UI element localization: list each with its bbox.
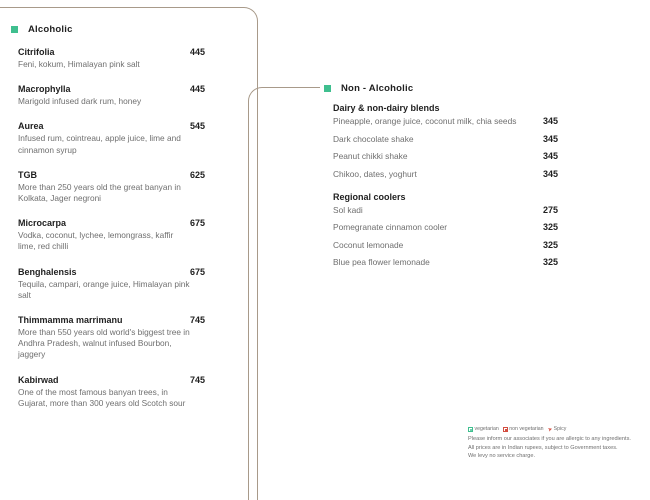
non-alcoholic-column [310,0,650,500]
menu-row-label: Pineapple, orange juice, coconut milk, chia seeds [333,116,517,126]
menu-item-name: Benghalensis [18,266,77,277]
menu-item-name: TGB [18,169,37,180]
alcoholic-column [0,0,240,500]
menu-item-description: One of the most famous banyan trees, in Gujarat, more than 300 years old Scotch sour [18,386,186,408]
menu-item-row [18,217,233,229]
menu-item-description: More than 550 years old world's biggest tree in Andhra Pradesh, walnut infused Bourbon, jaggery [18,327,190,360]
section-title-non-alcoholic: Non - Alcoholic [341,83,414,94]
menu-item-name: Macrophylla [18,84,71,95]
menu-item-description: Marigold infused dark rum, honey [18,96,142,107]
vegetarian-icon [468,427,473,432]
menu-group [333,192,558,269]
menu-item-name: Aurea [18,121,44,132]
section-title-alcoholic: Alcoholic [28,24,73,35]
menu-item[interactable] [18,46,233,70]
menu-item-price: 745 [190,315,206,326]
border-vertical-inner [248,106,249,500]
border-top-right-corner [238,7,258,27]
menu-item-description: Infused rum, cointreau, apple juice, lime and cinnamon syrup [18,133,181,155]
menu-row[interactable] [333,133,558,145]
menu-item-name: Kabirwad [18,374,59,385]
menu-row-price: 325 [542,239,558,250]
chilli-icon: ➤ [546,425,554,434]
footer-note-service-charge: We levy no service charge. [468,453,536,460]
border-mid-left-corner [248,87,268,107]
menu-row-price: 325 [542,257,558,267]
menu-item-price: 675 [190,266,206,277]
menu-item-name: Thimmamma marrimanu [18,315,123,326]
menu-row[interactable] [333,150,558,162]
section-header-alcoholic [11,24,73,35]
menu-item[interactable] [18,169,233,204]
menu-item-row [18,120,233,132]
menu-item-price: 675 [190,218,206,229]
menu-item[interactable] [18,217,233,252]
veg-marker-icon [324,85,331,92]
menu-row-label: Sol kadi [333,204,363,215]
menu-item-name: Microcarpa [18,218,67,229]
menu-item-row [18,83,233,95]
menu-row-price: 345 [542,151,558,161]
menu-row[interactable] [333,256,558,268]
menu-row-label: Chikoo, dates, yoghurt [333,168,417,179]
veg-marker-icon [11,26,18,33]
menu-item[interactable] [18,314,233,361]
dietary-legend [468,426,648,433]
menu-item-row [18,169,233,181]
section-header-non-alcoholic [324,83,413,94]
footer [468,426,648,461]
menu-row[interactable] [333,115,558,127]
menu-item-row [18,314,233,326]
menu-item-row [18,46,233,58]
menu-row-price: 345 [542,116,558,126]
menu-row-label: Pomegranate cinnamon cooler [333,222,448,232]
legend-vegetarian [468,426,499,433]
menu-item-description: Vodka, coconut, lychee, lemongrass, kaffir lime, red chilli [18,230,174,252]
menu-item-row [18,374,233,386]
menu-row-label: Dark chocolate shake [333,133,414,144]
legend-non-vegetarian [503,426,544,433]
legend-spicy [548,426,567,433]
menu-item-price: 745 [190,374,206,385]
menu-item[interactable] [18,374,233,409]
menu-row-price: 275 [542,204,558,215]
non-alcoholic-group-list [333,103,558,280]
menu-item-description: Feni, kokum, Himalayan pink salt [18,59,140,69]
menu-item-name: Citrifolia [18,47,55,57]
menu-item-description: Tequila, campari, orange juice, Himalayan pink salt [18,278,190,300]
menu-row-price: 345 [542,133,558,144]
footer-note-allergy: Please inform our associates if you are allergic to any ingredients. [468,436,631,442]
menu-item-row [18,266,233,278]
menu-group-title: Dairy & non-dairy blends [333,103,440,113]
legend-vegetarian-label: vegetarian [474,426,499,432]
non-vegetarian-icon [503,427,508,432]
footer-note-prices: All prices are in Indian rupees, subject to Government taxes. [468,444,618,451]
menu-item[interactable] [18,266,233,301]
menu-group [333,103,558,180]
alcoholic-item-list [18,46,233,422]
menu-row[interactable] [333,239,558,251]
menu-row-price: 345 [542,168,558,179]
menu-item-price: 545 [190,121,206,132]
menu-row-price: 325 [542,222,558,232]
menu-item-price: 445 [190,84,206,95]
menu-row-label: Coconut lemonade [333,239,404,250]
menu-item-description: More than 250 years old the great banyan in Kolkata, Jager negroni [18,181,181,204]
border-vertical-outer [257,26,258,500]
menu-row[interactable] [333,221,558,233]
menu-row[interactable] [333,168,558,180]
legend-non-vegetarian-label: non vegetarian [509,426,544,432]
menu-item[interactable] [18,120,233,155]
menu-item-price: 445 [190,47,206,57]
menu-item-price: 625 [190,169,206,180]
legend-spicy-label: Spicy [553,426,567,432]
menu-item[interactable] [18,83,233,107]
menu-row[interactable] [333,204,558,216]
menu-row-label: Peanut chikki shake [333,151,408,161]
menu-group-title: Regional coolers [333,191,406,202]
menu-row-label: Blue pea flower lemonade [333,257,430,267]
